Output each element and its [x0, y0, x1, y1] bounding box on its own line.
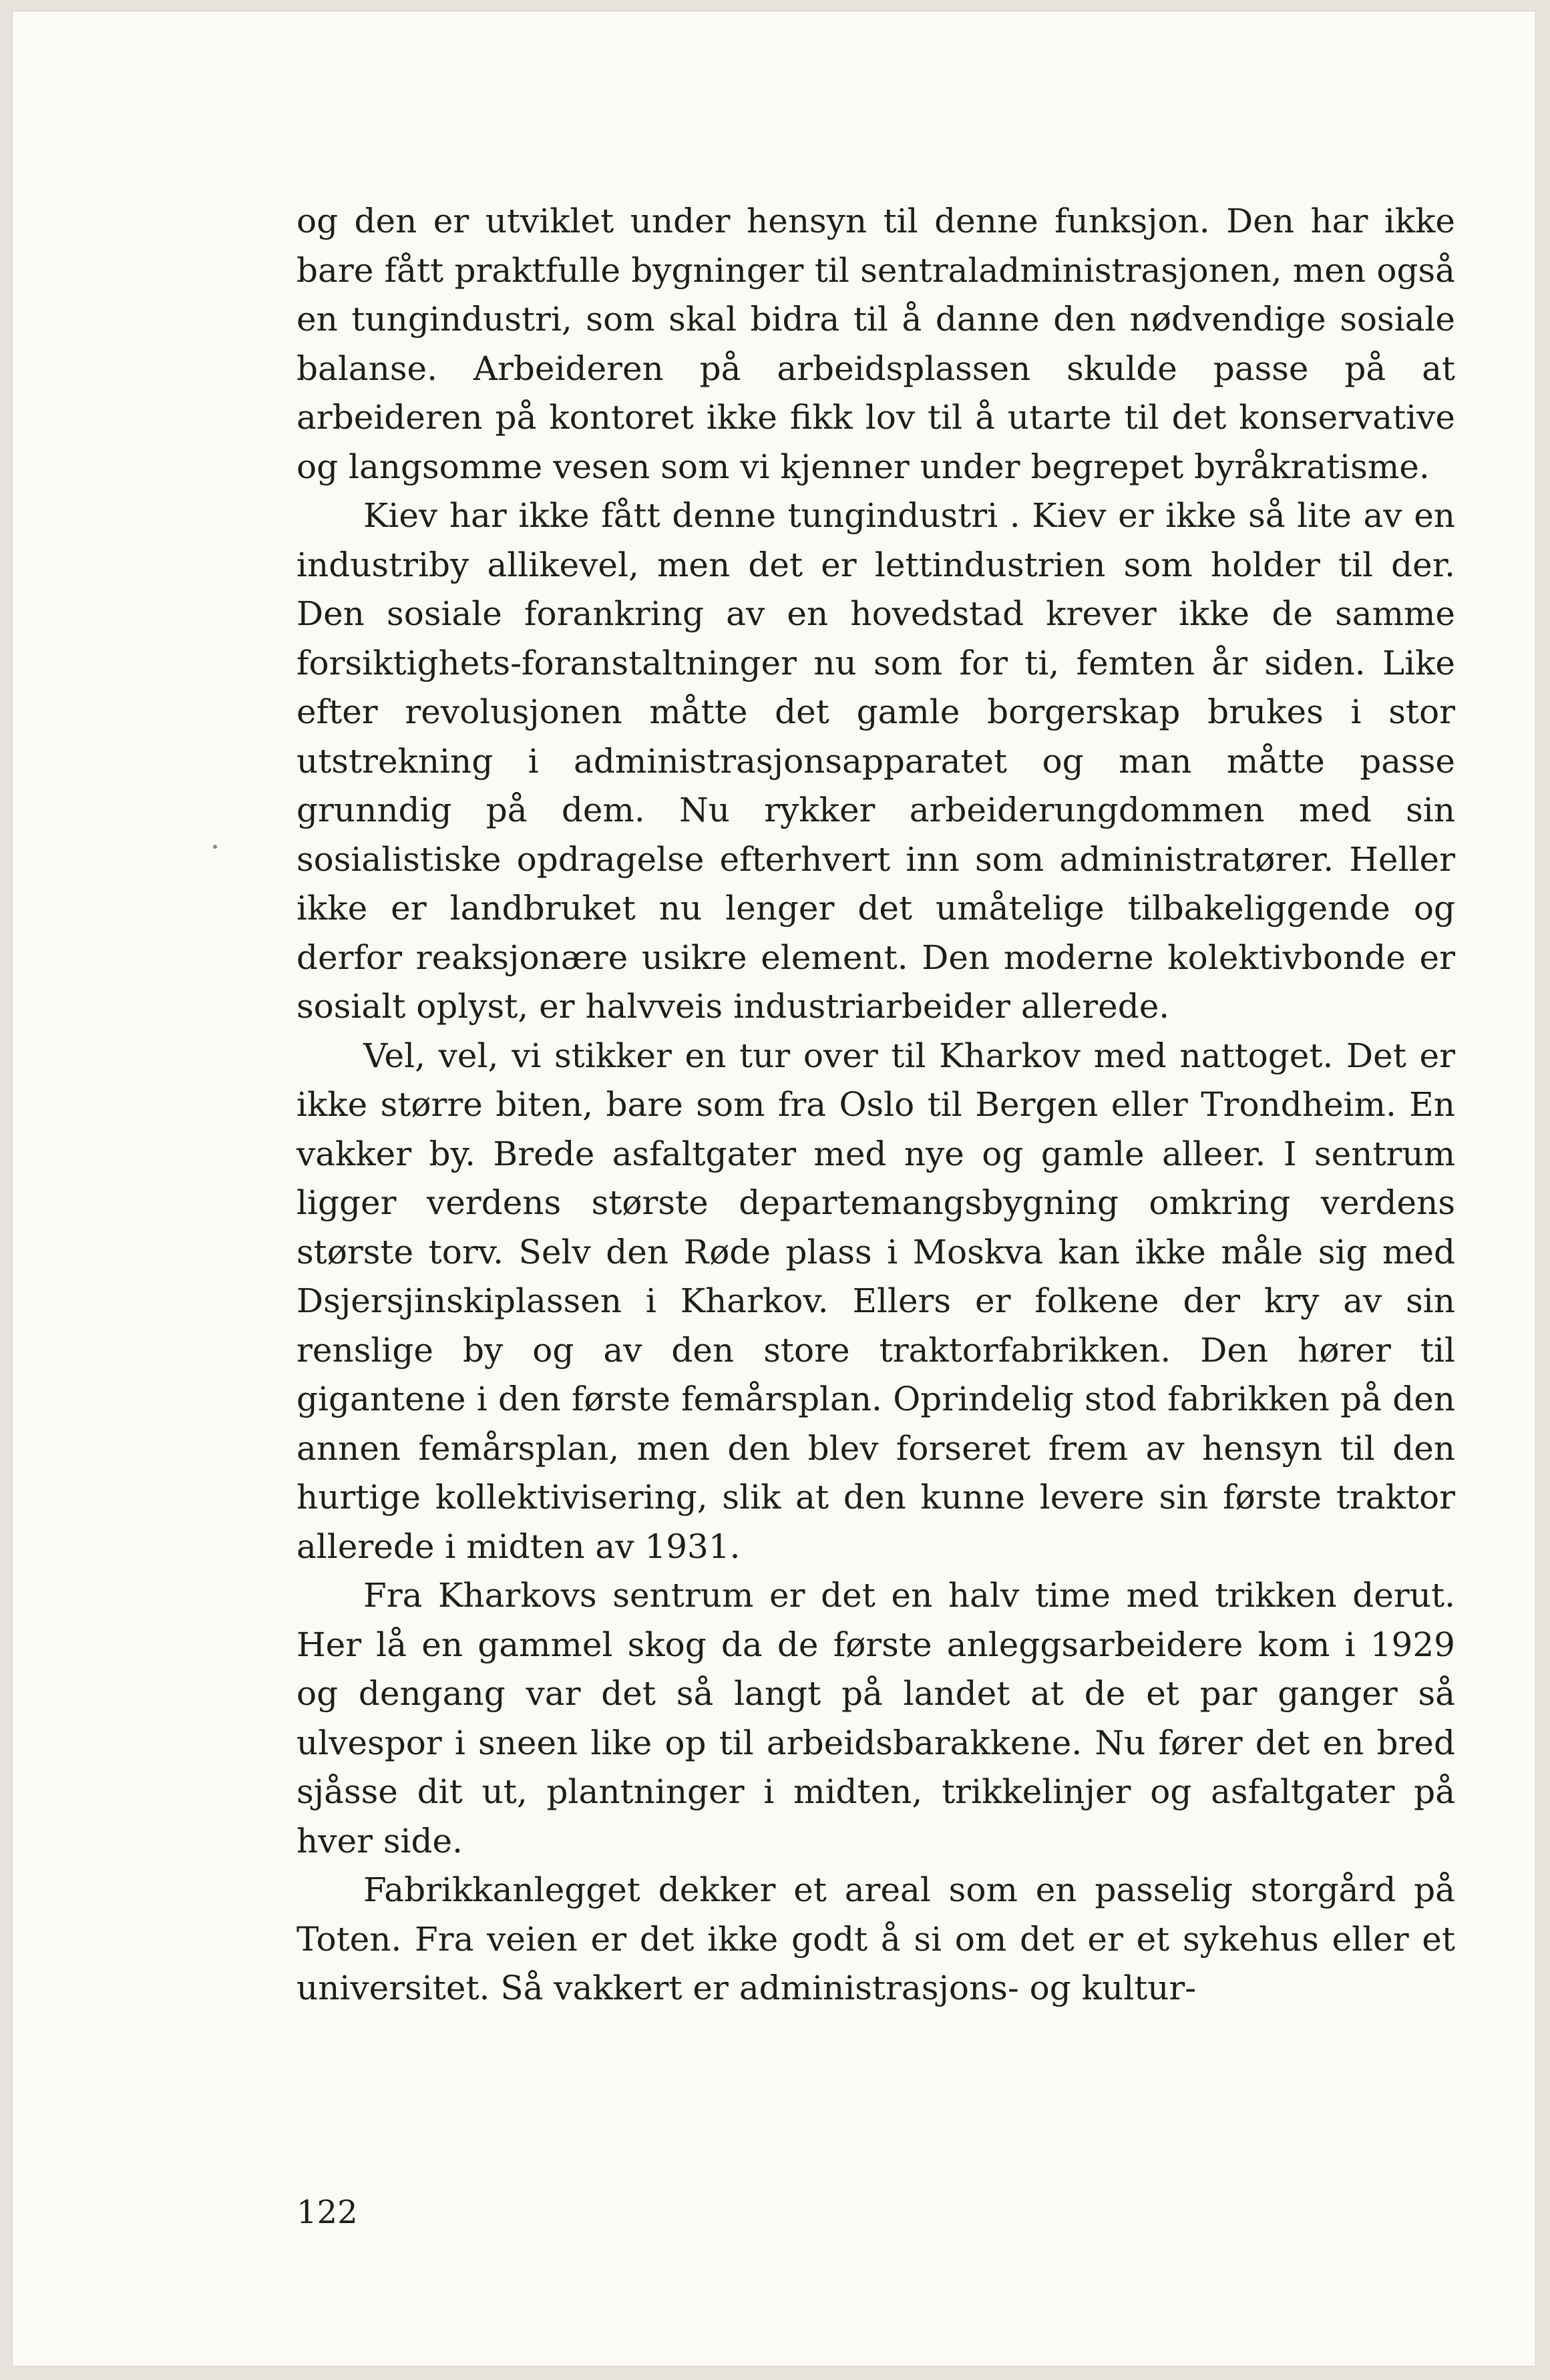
paragraph-1: og den er utviklet under hensyn til denne funksjon. Den har ikke bare fått praktfulle bygninger til sentraladministrasjonen, men også en tungindustri, som skal bidra til å danne den nødvendige sosiale balanse. Arbeideren på arbeidsplassen skulde passe på at arbeideren på kontoret ikke fikk lov til å utarte til det konservative og langsomme vesen som vi kjenner under begrepet byråkratisme. — [297, 202, 1455, 486]
paper-speck — [213, 845, 217, 849]
paragraph-2: Kiev har ikke fått denne tungindustri . Kiev er ikke så lite av en industriby allikevel, men det er lettindustrien som holder til der. Den sosiale forankring av en hovedstad krever ikke de samme forsiktighets-foranstaltninger nu som for ti, femten år siden. Like efter revolusjonen måtte det gamle borgerskap brukes i stor utstrekning i administrasjonsapparatet og man måtte passe grunndig på dem. Nu rykker arbeiderungdommen med sin sosialistiske opdragelse efterhvert inn som administratører. Heller ikke er landbruket nu lenger det umåtelige tilbakeliggende og derfor reaksjonære usikre element. Den moderne kolektivbonde er sosialt oplyst, er halvveis industriarbeider allerede. — [297, 496, 1455, 1026]
page-number: 122 — [297, 2194, 358, 2231]
body-text — [297, 197, 1455, 2013]
paragraph-4: Fra Kharkovs sentrum er det en halv time med trikken derut. Her lå en gammel skog da de første anleggsarbeidere kom i 1929 og dengang var det så langt på landet at de et par ganger så ulvespor i sneen like op til arbeidsbarakkene. Nu fører det en bred sjåsse dit ut, plantninger i midten, trikkelinjer og asfaltgater på hver side. — [297, 1576, 1455, 1860]
paragraph-3: Vel, vel, vi stikker en tur over til Kharkov med nattoget. Det er ikke større biten, bare som fra Oslo til Bergen eller Trondheim. En vakker by. Brede asfaltgater med nye og gamle alleer. I sentrum ligger verdens største departemangsbygning omkring verdens største torv. Selv den Røde plass i Moskva kan ikke måle sig med Dsjersjinskiplassen i Kharkov. Ellers er folkene der kry av sin renslige by og av den store traktorfabrikken. Den hører til gigantene i den første femårsplan. Oprindelig stod fabrikken på den annen femårsplan, men den blev forseret frem av hensyn til den hurtige kollektivisering, slik at den kunne levere sin første traktor allerede i midten av 1931. — [297, 1036, 1455, 1566]
book-page — [12, 11, 1536, 2367]
paragraph-5: Fabrikkanlegget dekker et areal som en passelig storgård på Toten. Fra veien er det ikke godt å si om det er et sykehus eller et universitet. Så vakkert er administrasjons- og kultur- — [297, 1870, 1455, 2007]
